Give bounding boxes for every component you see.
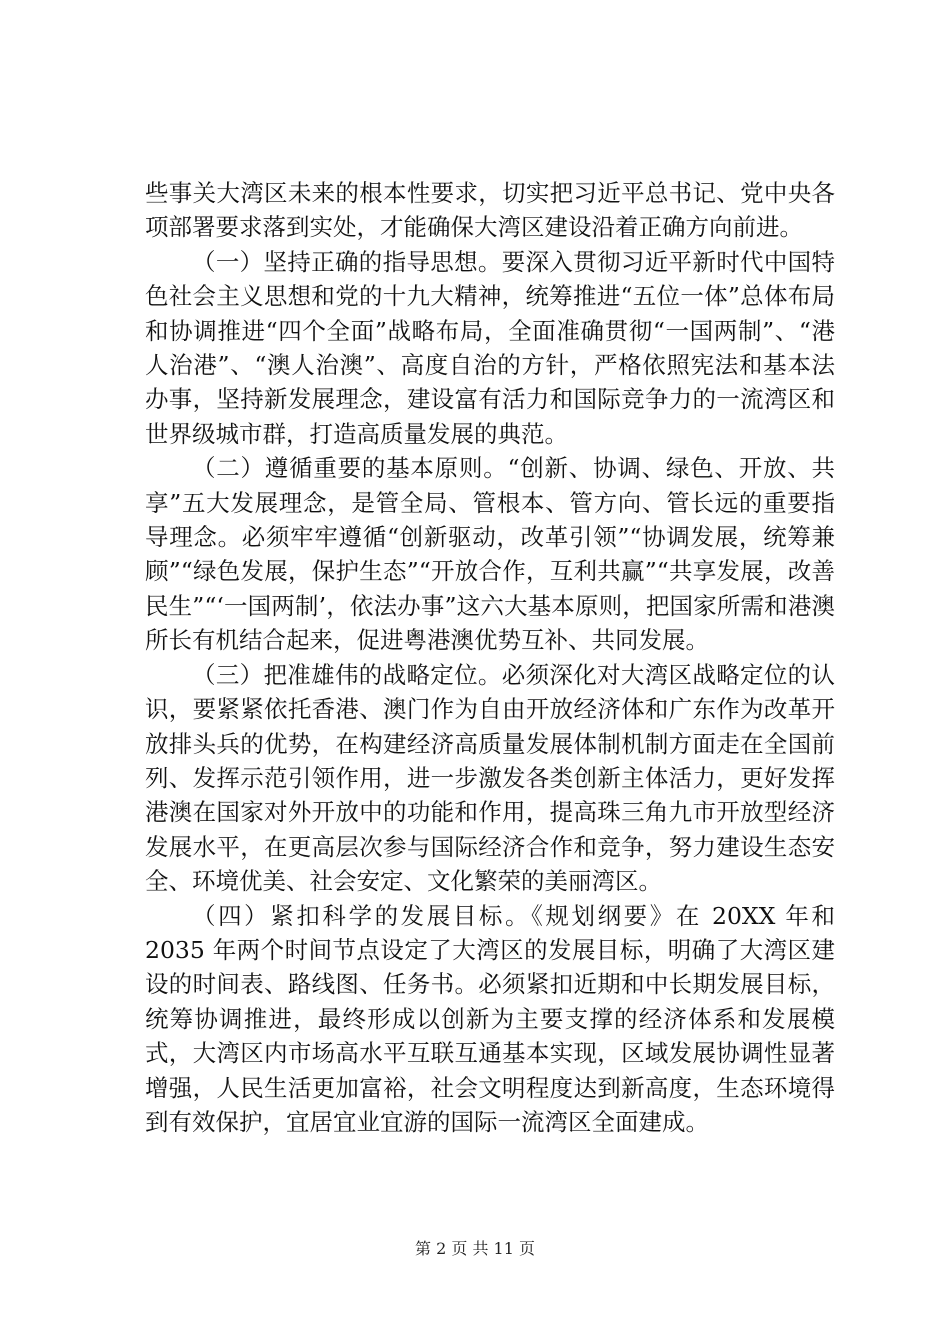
page-footer: 第 2 页 共 11 页	[415, 1239, 535, 1258]
document-body	[145, 176, 835, 1139]
paragraph-guiding-thought: （一）坚持正确的指导思想。要深入贯彻习近平新时代中国特色社会主义思想和党的十九大精神，统筹推进“五位一体”总体布局和协调推进“四个全面”战略布局，全面准确贯彻“一国两制”、“港人治港”、“澳人治澳”、高度自治的方针，严格依照宪法和基本法办事，坚持新发展理念，建设富有活力和国际竞争力的一流湾区和世界级城市群，打造高质量发展的典范。	[145, 247, 835, 448]
paragraph-basic-principles: （二）遵循重要的基本原则。“创新、协调、绿色、开放、共享”五大发展理念，是管全局、管根本、管方向、管长远的重要指导理念。必须牢牢遵循“创新驱动，改革引领”“协调发展，统筹兼顾”“绿色发展，保护生态”“开放合作，互利共赢”“共享发展，改善民生”“‘一国两制’，依法办事”这六大基本原则，把国家所需和港澳所长有机结合起来，促进粤港澳优势互补、共同发展。	[145, 454, 835, 655]
paragraph-development-goals: （四）紧扣科学的发展目标。《规划纲要》在 20XX 年和 2035 年两个时间节点设定了大湾区的发展目标，明确了大湾区建设的时间表、路线图、任务书。必须紧扣近期和中长期发展目标，统筹协调推进，最终形成以创新为主要支撑的经济体系和发展模式，大湾区内市场高水平互联互通基本实现，区域发展协调性显著增强，人民生活更加富裕，社会文明程度达到新高度，生态环境得到有效保护，宜居宜业宜游的国际一流湾区全面建成。	[145, 901, 835, 1136]
paragraph-strategic-positioning: （三）把准雄伟的战略定位。必须深化对大湾区战略定位的认识，要紧紧依托香港、澳门作为自由开放经济体和广东作为改革开放排头兵的优势，在构建经济高质量发展体制机制方面走在全国前列、发挥示范引领作用，进一步激发各类创新主体活力，更好发挥港澳在国家对外开放中的功能和作用，提高珠三角九市开放型经济发展水平，在更高层次参与国际经济合作和竞争，努力建设生态安全、环境优美、社会安定、文化繁荣的美丽湾区。	[145, 660, 835, 896]
paragraph-continuation: 些事关大湾区未来的根本性要求，切实把习近平总书记、党中央各项部署要求落到实处，才能确保大湾区建设沿着正确方向前进。	[145, 179, 835, 242]
